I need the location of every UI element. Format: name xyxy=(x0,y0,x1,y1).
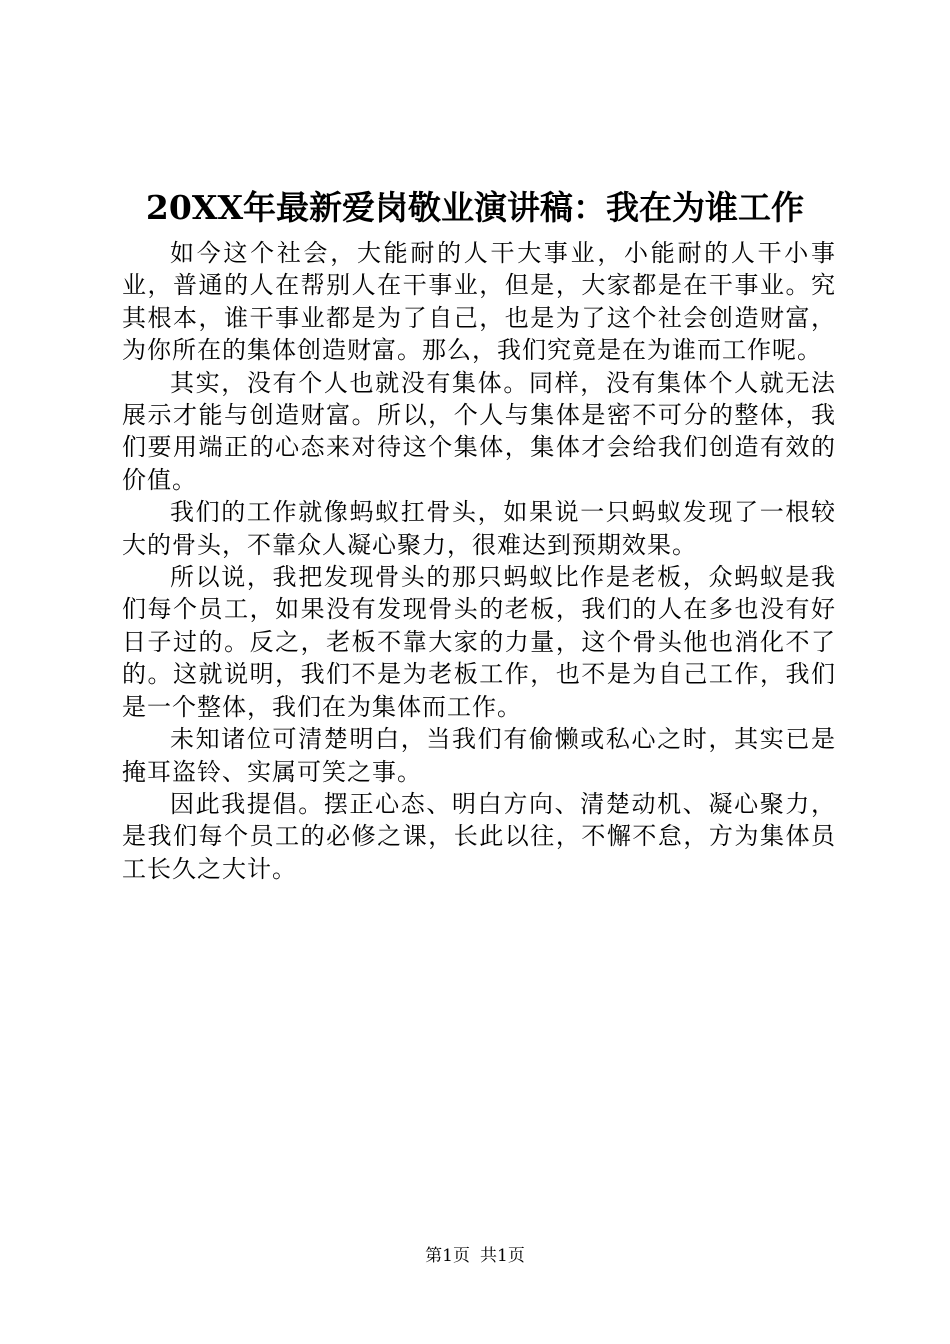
document-title: 20XX年最新爱岗敬业演讲稿：我在为谁工作 xyxy=(145,188,805,227)
paragraph-2: 其实，没有个人也就没有集体。同样，没有集体个人就无法展示才能与创造财富。所以，个人与集体是密不可分的整体，我们要用端正的心态来对待这个集体，集体才会给我们创造有效的价值。 xyxy=(122,368,836,494)
page-total: 共1页 xyxy=(480,1246,525,1266)
page-footer xyxy=(0,1244,950,1268)
document-body xyxy=(122,237,836,885)
page-number: 第1页 xyxy=(425,1246,470,1266)
paragraph-3: 我们的工作就像蚂蚁扛骨头，如果说一只蚂蚁发现了一根较大的骨头，不靠众人凝心聚力，很难达到预期效果。 xyxy=(122,498,836,559)
paragraph-4: 所以说，我把发现骨头的那只蚂蚁比作是老板，众蚂蚁是我们每个员工，如果没有发现骨头的老板，我们的人在多也没有好日子过的。反之，老板不靠大家的力量，这个骨头他也消化不了的。这就说明，我们不是为老板工作，也不是为自己工作，我们是一个整体，我们在为集体而工作。 xyxy=(122,563,836,721)
paragraph-1: 如今这个社会，大能耐的人干大事业，小能耐的人干小事业，普通的人在帮别人在干事业，但是，大家都是在干事业。究其根本，谁干事业都是为了自己，也是为了这个社会创造财富，为你所在的集体创造财富。那么，我们究竟是在为谁而工作呢。 xyxy=(122,239,836,365)
paragraph-6: 因此我提倡。摆正心态、明白方向、清楚动机、凝心聚力，是我们每个员工的必修之课，长此以往，不懈不怠，方为集体员工长久之大计。 xyxy=(122,789,836,883)
paragraph-5: 未知诸位可清楚明白，当我们有偷懒或私心之时，其实已是掩耳盗铃、实属可笑之事。 xyxy=(122,725,836,786)
